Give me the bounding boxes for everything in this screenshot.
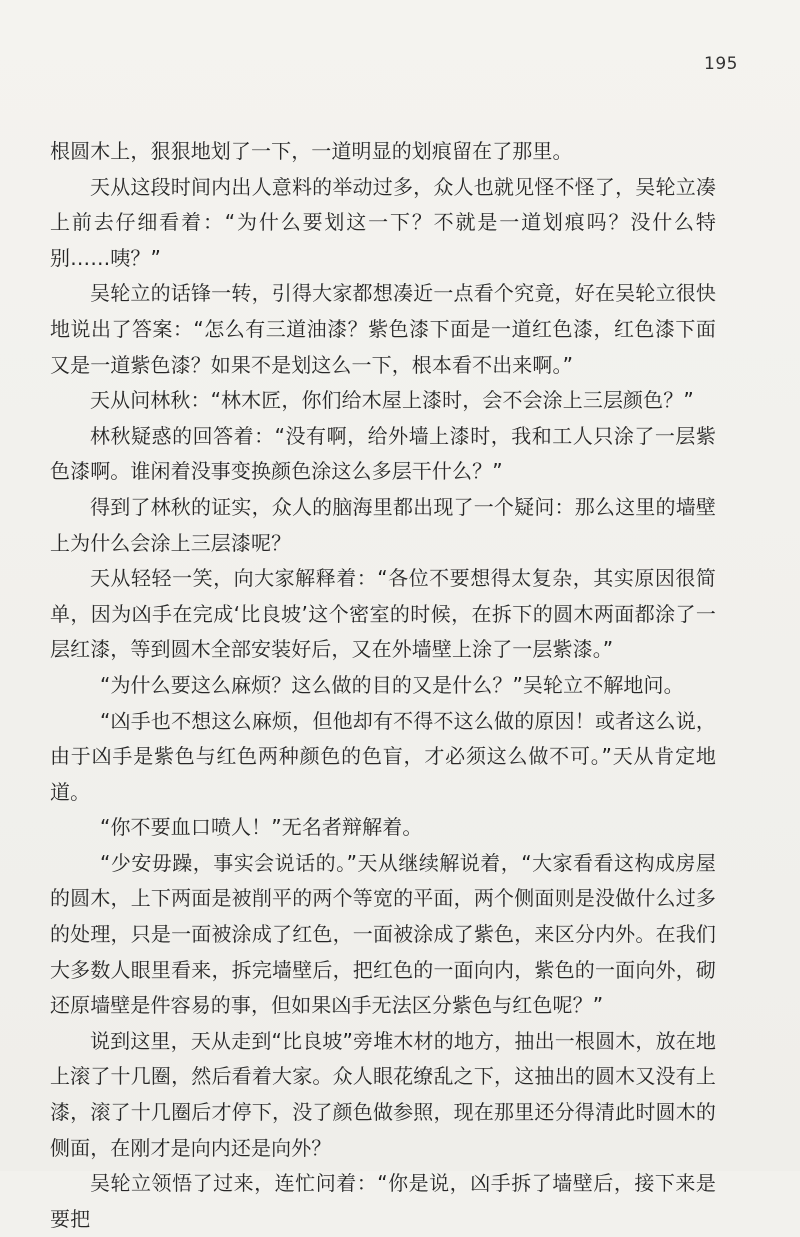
- paragraph: 林秋疑惑的回答着：“没有啊，给外墙上漆时，我和工人只涂了一层紫色漆啊。谁闲着没事变换颜色涂这么多层干什么？”: [50, 423, 716, 484]
- paragraph: 吴轮立领悟了过来，连忙问着：“你是说，凶手拆了墙壁后，接下来是要把: [50, 1171, 716, 1231]
- page-number: 195: [704, 54, 738, 74]
- paragraph: “凶手也不想这么麻烦，但他却有不得不这么做的原因！或者这么说，由于凶手是紫色与红色两种颜色的色盲，才必须这么做不可。”天从肯定地道。: [50, 708, 716, 804]
- paragraph: 天从问林秋：“林木匠，你们给木屋上漆时，会不会涂上三层颜色？”: [90, 388, 694, 413]
- paragraph: 说到这里，天从走到“比良坡”旁堆木材的地方，抽出一根圆木，放在地上滚了十几圈，然后看着大家。众人眼花缭乱之下，这抽出的圆木又没有上漆，滚了十几圈后才停下，没了颜色做参照，现在那里还分得清此时圆木的侧面，在刚才是向内还是向外？: [50, 1028, 717, 1160]
- body-text: [50, 134, 716, 1237]
- paragraph: “少安毋躁，事实会说话的。”天从继续解说着，“大家看看这构成房屋的圆木，上下两面是被削平的两个等宽的平面，两个侧面则是没做什么过多的处理，只是一面被涂成了红色，一面被涂成了紫色，来区分内外。在我们大多数人眼里看来，拆完墙壁后，把红色的一面向内，紫色的一面向外，砌还原墙壁是件容易的事，但如果凶手无法区分紫色与红色呢？”: [50, 850, 716, 1018]
- paragraph: “为什么要这么麻烦？这么做的目的又是什么？”吴轮立不解地问。: [100, 672, 684, 697]
- paragraph: 吴轮立的话锋一转，引得大家都想凑近一点看个究竟，好在吴轮立很快地说出了答案：“怎么有三道油漆？紫色漆下面是一道红色漆，红色漆下面又是一道紫色漆？如果不是划这么一下，根本看不出来啊。”: [50, 281, 716, 377]
- paragraph: 根圆木上，狠狠地划了一下，一道明显的划痕留在了那里。: [50, 139, 573, 163]
- paragraph: “你不要血口喷人！”无名者辩解着。: [100, 815, 423, 840]
- paragraph: 得到了林秋的证实，众人的脑海里都出现了一个疑问：那么这里的墙壁上为什么会涂上三层漆呢？: [50, 494, 716, 555]
- paragraph: 天从这段时间内出人意料的举动过多，众人也就见怪不怪了，吴轮立凑上前去仔细看着：“为什么要划这一下？不就是一道划痕吗？没什么特别……咦？”: [50, 174, 716, 270]
- paragraph: 天从轻轻一笑，向大家解释着：“各位不要想得太复杂，其实原因很简单，因为凶手在完成‘比良坡’这个密室的时候，在拆下的圆木两面都涂了一层红漆，等到圆木全部安装好后，又在外墙壁上涂了一层紫漆。”: [50, 566, 716, 662]
